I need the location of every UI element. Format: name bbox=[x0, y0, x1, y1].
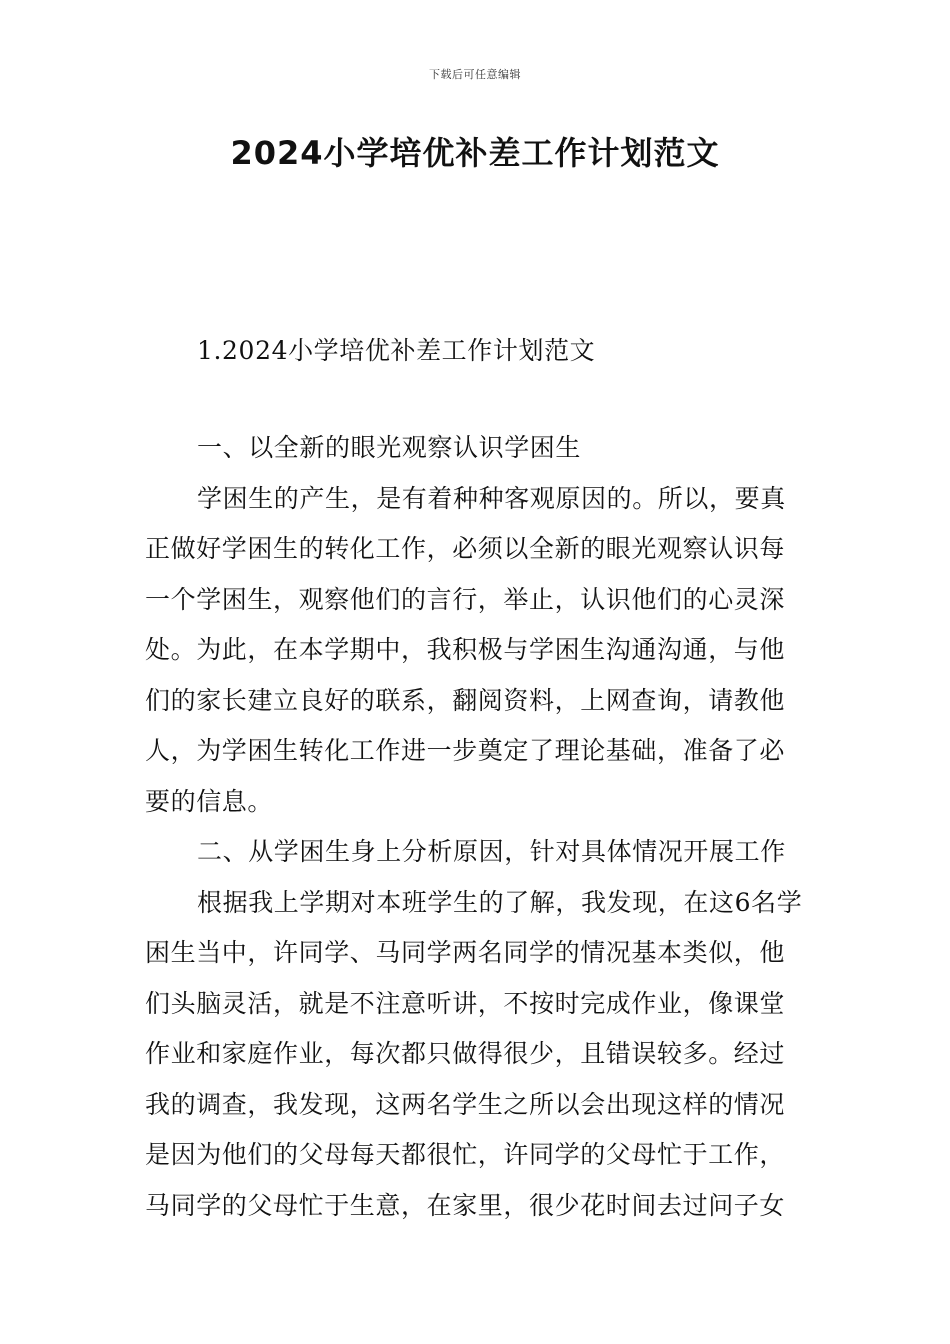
header-note: 下载后可任意编辑 bbox=[429, 68, 521, 81]
document-subtitle-block bbox=[145, 326, 810, 377]
document-title: 2024小学培优补差工作计划范文 bbox=[230, 134, 720, 172]
section-heading-1: 一、以全新的眼光观察认识学困生 bbox=[197, 433, 582, 462]
paragraph-1: 学困生的产生，是有着种种客观原因的。所以，要真正做好学困生的转化工作，必须以全新的眼光观察认识每一个学困生，观察他们的言行，举止，认识他们的心灵深处。为此，在本学期中，我积极与学困生沟通沟通，与他们的家长建立良好的联系，翻阅资料，上网查询，请教他人，为学困生转化工作进一步奠定了理论基础，准备了必要的信息。 bbox=[145, 483, 786, 816]
document-subtitle: 1.2024小学培优补差工作计划范文 bbox=[197, 336, 596, 365]
paragraph-2: 根据我上学期对本班学生的了解，我发现，在这6名学困生当中，许同学、马同学两名同学的情况基本类似，他们头脑灵活，就是不注意听讲，不按时完成作业，像课堂作业和家庭作业，每次都只做得很少，且错误较多。经过我的调查，我发现，这两名学生之所以会出现这样的情况是因为他们的父母每天都很忙，许同学的父母忙于工作，马同学的父母忙于生意，在家里，很少花时间去过问子女 bbox=[145, 887, 803, 1220]
document-body bbox=[145, 423, 810, 1231]
section-heading-2: 二、从学困生身上分析原因，针对具体情况开展工作 bbox=[197, 837, 786, 866]
